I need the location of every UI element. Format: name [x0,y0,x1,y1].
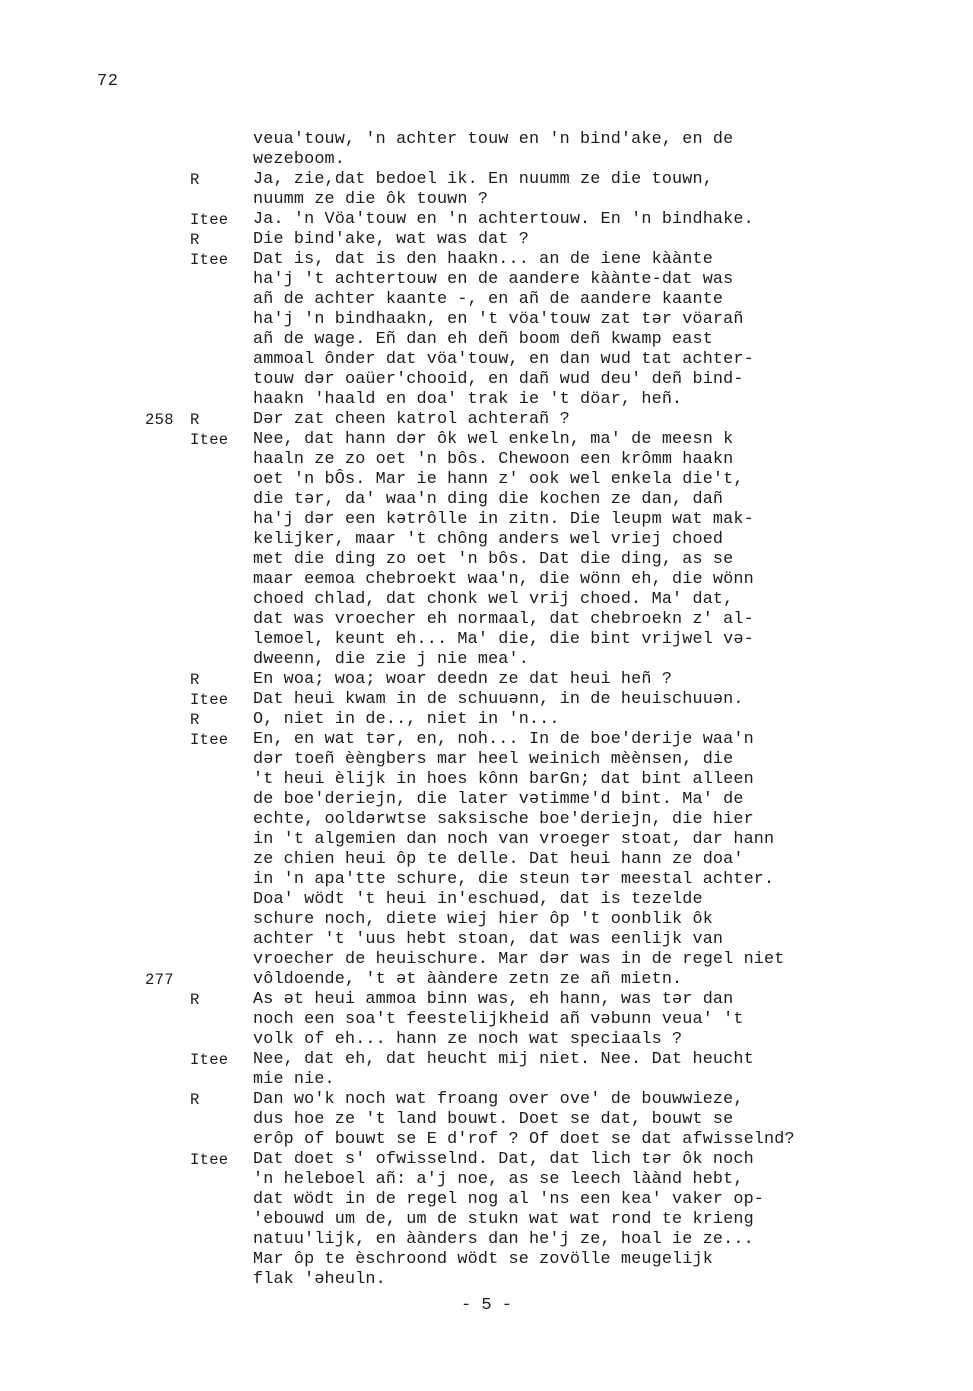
transcript-line [145,950,935,970]
utterance-text: Dər zat cheen katrol achterañ ? [253,410,570,429]
transcript-line [145,510,935,530]
transcript-line [145,750,935,770]
transcript-turn [145,1050,935,1090]
transcript-line [145,1250,935,1270]
speaker-label: R [190,411,200,429]
utterance-text: flak 'əheuln. [253,1270,386,1289]
utterance-text: ha'j 'n bindhaakn, en 't vöa'touw zat tər vöarañ [253,310,744,329]
utterance-text: En, en wat tər, en, noh... In de boe'derije waa'n [253,730,754,749]
transcript-turn [145,990,935,1050]
transcript-line [145,290,935,310]
transcript-line [145,1010,935,1030]
utterance-text: 'ebouwd um de, um de stukn wat wat rond te krieng [253,1210,754,1229]
transcript-line [145,970,935,990]
transcript-line [145,1110,935,1130]
utterance-text: Ja. 'n Vöa'touw en 'n achtertouw. En 'n bindhake. [253,210,754,229]
utterance-text: Nee, dat hann dər ôk wel enkeln, ma' de meesn k [253,430,734,449]
transcript-line [145,530,935,550]
transcript-turn [145,730,935,970]
transcript-line [145,810,935,830]
utterance-text: Nee, dat eh, dat heucht mij niet. Nee. Dat heucht [253,1050,754,1069]
transcript-line [145,1150,935,1170]
transcript-line [145,870,935,890]
utterance-text: die tər, da' waa'n ding die kochen ze dan, dañ [253,490,724,509]
transcript-line [145,670,935,690]
transcript-line [145,330,935,350]
utterance-text: En woa; woa; woar deedn ze dat heui heñ ? [253,670,673,689]
utterance-text: veua'touw, 'n achter touw en 'n bind'ake, en de [253,130,734,149]
utterance-text: choed chlad, dat chonk wel vrij choed. Ma' dat, [253,590,734,609]
utterance-text: dat wödt in de regel nog al 'ns een kea' vaker op- [253,1190,765,1209]
utterance-text: ammoal ônder dat vöa'touw, en dan wud tat achter- [253,350,754,369]
interview-transcript [145,130,935,1290]
transcript-turn [145,430,935,670]
transcript-line [145,230,935,250]
utterance-text: vroecher de heuischure. Mar dər was in de regel niet [253,950,785,969]
utterance-text: dweenn, die zie j nie mea'. [253,650,529,669]
speaker-label: R [190,711,200,729]
utterance-text: añ de achter kaante -, en añ de aandere kaante [253,290,724,309]
speaker-label: Itee [190,1051,229,1069]
utterance-text: lemoel, keunt eh... Ma' die, die bint vrijwel və- [253,630,754,649]
transcript-line [145,450,935,470]
utterance-text: Dan wo'k noch wat froang over ove' de bouwwieze, [253,1090,744,1109]
utterance-text: haaln ze zo oet 'n bôs. Chewoon een krômm haakn [253,450,734,469]
utterance-text: achter 't 'uus hebt stoan, dat was eenlijk van [253,930,724,949]
speaker-label: Itee [190,211,229,229]
utterance-text: in 'n apa'tte schure, die steun tər meestal achter. [253,870,775,889]
transcript-line [145,170,935,190]
transcript-turn [145,130,935,170]
utterance-text: dus hoe ze 't land bouwt. Doet se dat, bouwt se [253,1110,734,1129]
transcript-line [145,410,935,430]
utterance-text: de boe'deriejn, die later vətimme'd bint. Ma' de [253,790,744,809]
transcript-line [145,270,935,290]
transcript-turn [145,1150,935,1290]
utterance-text: ha'j dər een kətrôlle in zitn. Die leupm wat mak- [253,510,754,529]
transcript-line [145,210,935,230]
utterance-text: mie nie. [253,1070,335,1089]
transcript-line [145,1030,935,1050]
transcript-line [145,1190,935,1210]
utterance-text: Dat doet s' ofwisselnd. Dat, dat lich tər ôk noch [253,1150,754,1169]
speaker-label: R [190,1091,200,1109]
transcript-line [145,190,935,210]
utterance-text: kelijker, maar 't chông anders wel vriej choed [253,530,724,549]
utterance-text: 'n heleboel añ: a'j noe, as se leech làànd hebt, [253,1170,744,1189]
utterance-text: nuumm ze die ôk touwn ? [253,190,489,209]
transcript-line [145,850,935,870]
transcript-line [145,250,935,270]
utterance-text: noch een soa't feestelijkheid añ vəbunn veua' 't [253,1010,744,1029]
speaker-label: R [190,991,200,1009]
utterance-text: maar eemoa chebroekt waa'n, die wönn eh, die wönn [253,570,754,589]
transcript-line [145,1170,935,1190]
transcript-line [145,690,935,710]
transcript-line [145,730,935,750]
utterance-text: ha'j 't achtertouw en de aandere kàànte-dat was [253,270,734,289]
transcript-turn [145,170,935,210]
transcript-line [145,430,935,450]
utterance-text: dat was vroecher eh normaal, dat chebroekn z' al- [253,610,754,629]
transcript-line [145,550,935,570]
page-number: 72 [97,72,119,91]
utterance-text: erôp of bouwt se E d'rof ? Of doet se dat afwisselnd? [253,1130,795,1149]
transcript-turn [145,970,935,990]
transcript-turn [145,1090,935,1150]
transcript-turn [145,410,935,430]
transcript-line [145,1270,935,1290]
transcript-turn [145,230,935,250]
transcript-turn [145,690,935,710]
line-number-marker: 277 [145,971,174,989]
transcript-line [145,1070,935,1090]
speaker-label: Itee [190,251,229,269]
utterance-text: wezeboom. [253,150,345,169]
utterance-text: añ de wage. Eñ dan eh deñ boom deñ kwamp east [253,330,713,349]
transcript-line [145,1230,935,1250]
speaker-label: Itee [190,731,229,749]
speaker-label: R [190,171,200,189]
transcript-line [145,650,935,670]
transcript-line [145,370,935,390]
utterance-text: Doa' wödt 't heui in'eschuəd, dat is tezelde [253,890,703,909]
utterance-text: 't heui èlijk in hoes kônn barGn; dat bint alleen [253,770,754,789]
transcript-line [145,570,935,590]
transcript-line [145,770,935,790]
utterance-text: natuu'lijk, en àànders dan he'j ze, hoal ie ze... [253,1230,754,1249]
utterance-text: Mar ôp te èschroond wödt se zovölle meugelijk [253,1250,713,1269]
speaker-label: R [190,231,200,249]
transcript-turn [145,250,935,410]
transcript-line [145,350,935,370]
transcript-turn [145,670,935,690]
utterance-text: Ja, zie,dat bedoel ik. En nuumm ze die touwn, [253,170,713,189]
transcript-line [145,150,935,170]
transcript-line [145,1050,935,1070]
transcript-line [145,630,935,650]
utterance-text: touw dər oaüer'chooid, en dañ wud deu' deñ bind- [253,370,744,389]
utterance-text: in 't algemien dan noch van vroeger stoat, dar hann [253,830,775,849]
transcript-line [145,790,935,810]
transcript-turn [145,710,935,730]
page-footer: - 5 - [460,1296,512,1315]
utterance-text: dər toeñ èèngbers mar heel weinich mèènsen, die [253,750,734,769]
transcript-line [145,1130,935,1150]
transcript-line [145,890,935,910]
transcript-line [145,990,935,1010]
transcript-line [145,1090,935,1110]
line-number-marker: 258 [145,411,174,429]
utterance-text: vôldoende, 't ət ààndere zetn ze añ mietn. [253,970,683,989]
utterance-text: O, niet in de.., niet in 'n... [253,710,560,729]
speaker-label: R [190,671,200,689]
transcript-line [145,830,935,850]
transcript-line [145,1210,935,1230]
utterance-text: schure noch, diete wiej hier ôp 't oonblik ôk [253,910,713,929]
transcript-line [145,310,935,330]
speaker-label: Itee [190,1151,229,1169]
transcript-line [145,130,935,150]
transcript-line [145,930,935,950]
utterance-text: Dat heui kwam in de schuuənn, in de heuischuuən. [253,690,744,709]
transcript-line [145,470,935,490]
utterance-text: met die ding zo oet 'n bôs. Dat die ding, as se [253,550,734,569]
transcript-line [145,390,935,410]
utterance-text: ze chien heui ôp te delle. Dat heui hann ze doa' [253,850,744,869]
utterance-text: Dat is, dat is den haakn... an de iene kàànte [253,250,713,269]
speaker-label: Itee [190,431,229,449]
utterance-text: echte, ooldərwtse saksische boe'deriejn, die hier [253,810,754,829]
transcript-turn [145,210,935,230]
utterance-text: oet 'n bÔs. Mar ie hann z' ook wel enkela die't, [253,470,744,489]
utterance-text: Die bind'ake, wat was dat ? [253,230,529,249]
utterance-text: volk of eh... hann ze noch wat speciaals ? [253,1030,683,1049]
transcript-line [145,590,935,610]
transcript-line [145,610,935,630]
transcript-line [145,710,935,730]
transcript-line [145,490,935,510]
transcript-line [145,910,935,930]
utterance-text: As ət heui ammoa binn was, eh hann, was tər dan [253,990,734,1009]
utterance-text: haakn 'haald en doa' trak ie 't döar, heñ. [253,390,683,409]
speaker-label: Itee [190,691,229,709]
